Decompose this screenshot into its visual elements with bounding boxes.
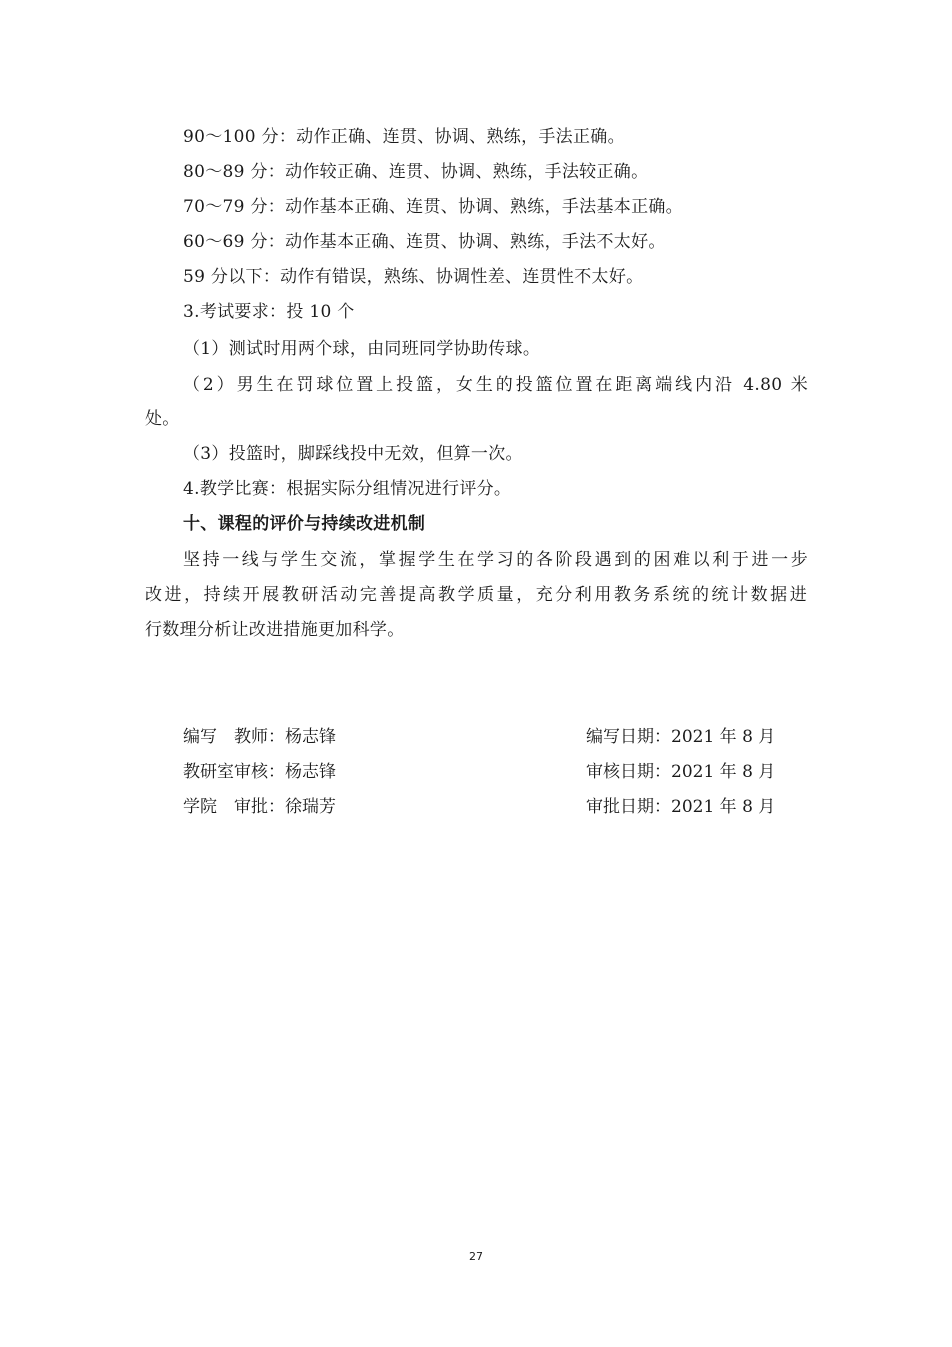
approver-date: 审批日期：2021 年 8 月 [586,797,776,817]
writer-signature: 编写 教师：杨志锋 [183,727,336,747]
exam-item-1: （1）测试时用两个球，由同班同学协助传球。 [183,339,541,359]
exam-requirement-title: 3.考试要求：投 10 个 [183,302,355,322]
grading-60-69: 60～69 分：动作基本正确、连贯、协调、熟练，手法不太好。 [183,232,666,252]
grading-90-100: 90～100 分：动作正确、连贯、协调、熟练，手法正确。 [183,127,625,147]
section-paragraph-line-2: 改进，持续开展教研活动完善提高教学质量，充分利用教务系统的统计数据进 [145,585,807,605]
section-paragraph-line-1: 坚持一线与学生交流，掌握学生在学习的各阶段遇到的困难以利于进一步 [183,550,808,570]
section-paragraph-line-3: 行数理分析让改进措施更加科学。 [145,620,405,640]
approver-signature: 学院 审批：徐瑞芳 [183,797,336,817]
teaching-match: 4.教学比赛：根据实际分组情况进行评分。 [183,479,512,499]
reviewer-signature: 教研室审核：杨志锋 [183,762,336,782]
writer-date: 编写日期：2021 年 8 月 [586,727,776,747]
exam-item-2-line-1: （2）男生在罚球位置上投篮，女生的投篮位置在距离端线内沿 4.80 米 [183,375,808,395]
exam-item-3: （3）投篮时，脚踩线投中无效，但算一次。 [183,444,523,464]
section-heading: 十、课程的评价与持续改进机制 [183,514,426,534]
grading-below-59: 59 分以下：动作有错误，熟练、协调性差、连贯性不太好。 [183,267,644,287]
reviewer-date: 审核日期：2021 年 8 月 [586,762,776,782]
exam-item-2-line-2: 处。 [145,409,180,429]
grading-80-89: 80～89 分：动作较正确、连贯、协调、熟练，手法较正确。 [183,162,649,182]
page-number: 27 [469,1250,483,1263]
grading-70-79: 70～79 分：动作基本正确、连贯、协调、熟练，手法基本正确。 [183,197,683,217]
